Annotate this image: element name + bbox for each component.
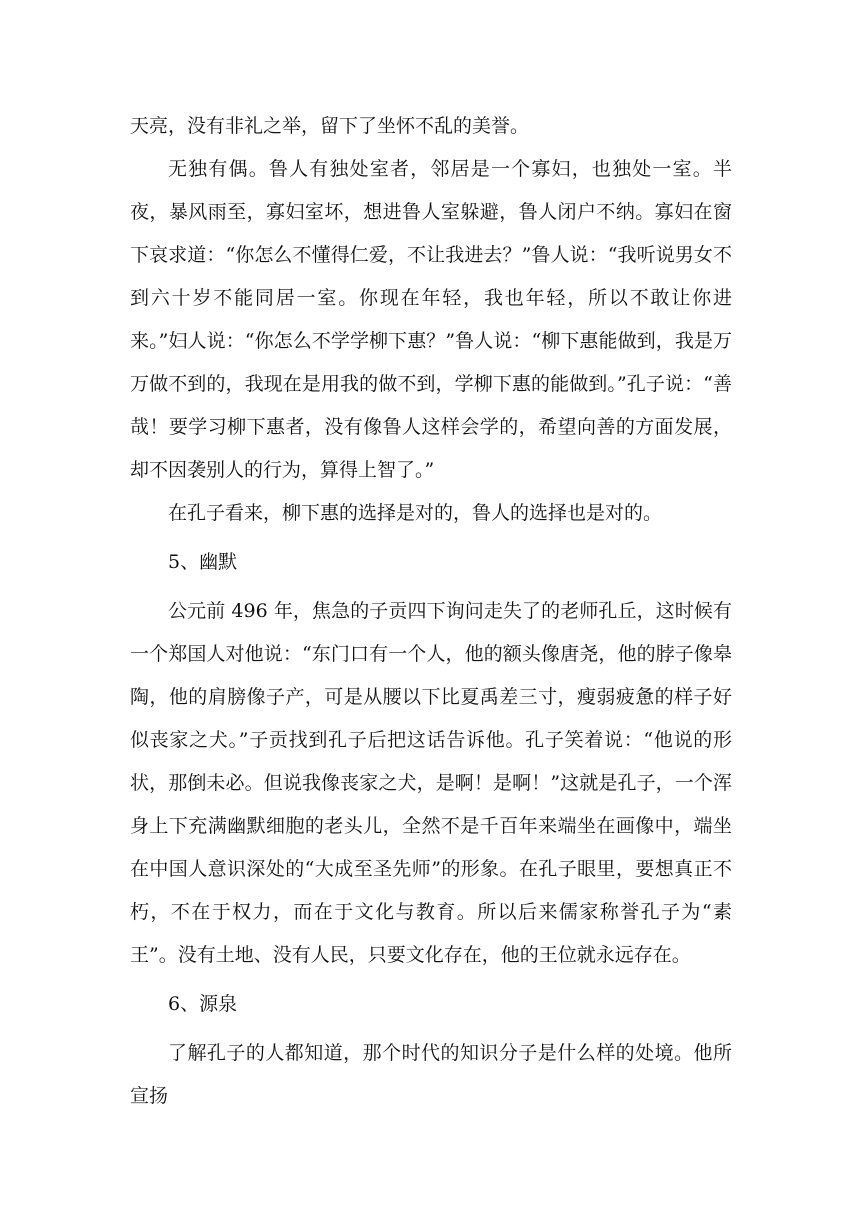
paragraph-confucius-view: 在孔子看来，柳下惠的选择是对的，鲁人的选择也是对的。 bbox=[168, 502, 663, 524]
paragraph-source: 了解孔子的人都知道，那个时代的知识分子是什么样的处境。他所宣扬 bbox=[130, 1042, 732, 1107]
document-body bbox=[130, 105, 732, 1118]
paragraph-humor: 公元前 496 年，焦急的子贡四下询问走失了的老师孔丘，这时候有一个郑国人对他说：“东门口有一个人，他的额头像唐尧，他的脖子像皋陶，他的肩膀像子产，可是从腰以下比夏禹差三寸，瘦弱疲惫的样子好似丧家之犬。”子贡找到孔子后把这话告诉他。孔子笑着说：“他说的形状，那倒未必。但说我像丧家之犬，是啊！是啊！”这就是孔子，一个浑身上下充满幽默细胞的老头儿，全然不是千百年来端坐在画像中，端坐在中国人意识深处的“大成至圣先师”的形象。在孔子眼里，要想真正不朽，不在于权力，而在于文化与教育。所以后来儒家称誉孔子为“素王”。没有土地、没有人民，只要文化存在，他的王位就永远存在。 bbox=[130, 600, 732, 966]
section-heading-source: 6、源泉 bbox=[168, 993, 238, 1015]
section-heading-humor: 5、幽默 bbox=[168, 551, 238, 573]
paragraph-lu-man-story: 无独有偶。鲁人有独处室者，邻居是一个寡妇，也独处一室。半夜，暴风雨至，寡妇室坏，想进鲁人室躲避，鲁人闭户不纳。寡妇在窗下哀求道：“你怎么不懂得仁爱，不让我进去？”鲁人说：“我听说男女不到六十岁不能同居一室。你现在年轻，我也年轻，所以不敢让你进来。”妇人说：“你怎么不学学柳下惠？”鲁人说：“柳下惠能做到，我是万万做不到的，我现在是用我的做不到，学柳下惠的能做到。”孔子说：“善哉！要学习柳下惠者，没有像鲁人这样会学的，希望向善的方面发展，却不因袭别人的行为，算得上智了。” bbox=[130, 158, 732, 481]
paragraph-continuation: 天亮，没有非礼之举，留下了坐怀不乱的美誉。 bbox=[130, 115, 530, 137]
